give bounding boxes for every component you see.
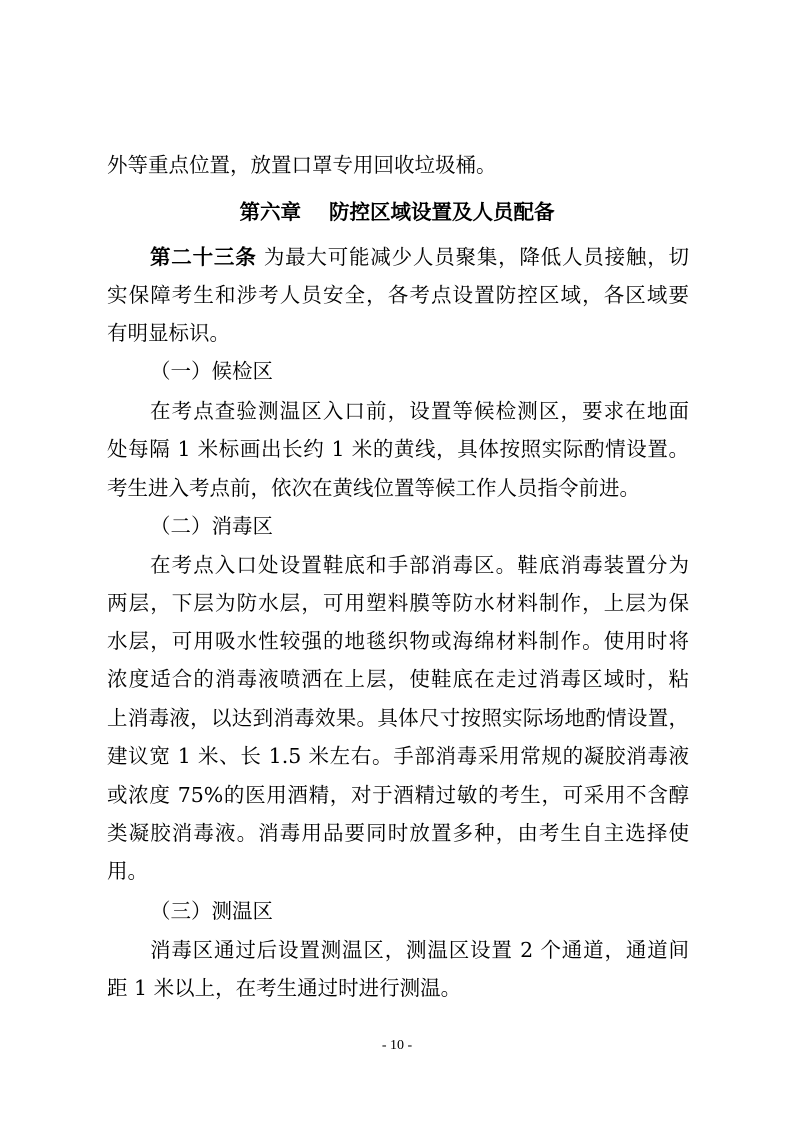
chapter-number: 第六章 — [239, 200, 301, 224]
paragraph-line: 或浓度 75%的医用酒精，对于酒精过敏的考生，可采用不含醇 — [107, 783, 689, 807]
paragraph-line: 实保障考生和涉考人员安全，各考点设置防控区域，各区域要 — [107, 283, 689, 307]
paragraph-line: 用。 — [107, 859, 148, 883]
section-heading: （二）消毒区 — [150, 514, 273, 538]
paragraph-line: 建议宽 1 米、长 1.5 米左右。手部消毒采用常规的凝胶消毒液 — [107, 744, 689, 768]
paragraph-line: 消毒区通过后设置测温区，测温区设置 2 个通道，通道间 — [150, 938, 689, 962]
article-label: 第二十三条 — [150, 245, 257, 269]
section-heading: （一）候检区 — [150, 359, 273, 383]
chapter-heading — [0, 193, 794, 231]
paragraph-line: 上消毒液，以达到消毒效果。具体尺寸按照实际场地酌情设置， — [107, 706, 689, 730]
article-text: 为最大可能减少人员聚集，降低人员接触，切 — [263, 245, 689, 269]
paragraph-line: 水层，可用吸水性较强的地毯织物或海绵材料制作。使用时将 — [107, 629, 689, 653]
paragraph-line: 在考点入口处设置鞋底和手部消毒区。鞋底消毒装置分为 — [150, 553, 689, 577]
paragraph-line: 浓度适合的消毒液喷洒在上层，使鞋底在走过消毒区域时，粘 — [107, 667, 689, 691]
chapter-title: 防控区域设置及人员配备 — [329, 200, 555, 224]
paragraph-line: 考生进入考点前，依次在黄线位置等候工作人员指令前进。 — [107, 476, 640, 500]
paragraph-line: 有明显标识。 — [107, 321, 230, 345]
paragraph-line: 外等重点位置，放置口罩专用回收垃圾桶。 — [107, 153, 497, 177]
paragraph-line: 处每隔 1 米标画出长约 1 米的黄线，具体按照实际酌情设置。 — [107, 437, 689, 461]
paragraph-line: 类凝胶消毒液。消毒用品要同时放置多种，由考生自主选择使 — [107, 821, 689, 845]
section-heading: （三）测温区 — [150, 899, 273, 923]
paragraph-line: 距 1 米以上，在考生通过时进行测温。 — [107, 976, 462, 1000]
article-23-first-line — [150, 238, 689, 276]
paragraph-line: 两层，下层为防水层，可用塑料膜等防水材料制作，上层为保 — [107, 591, 689, 615]
paragraph-line: 在考点查验测温区入口前，设置等候检测区，要求在地面 — [150, 399, 689, 423]
page-number: - 10 - — [381, 1038, 413, 1053]
